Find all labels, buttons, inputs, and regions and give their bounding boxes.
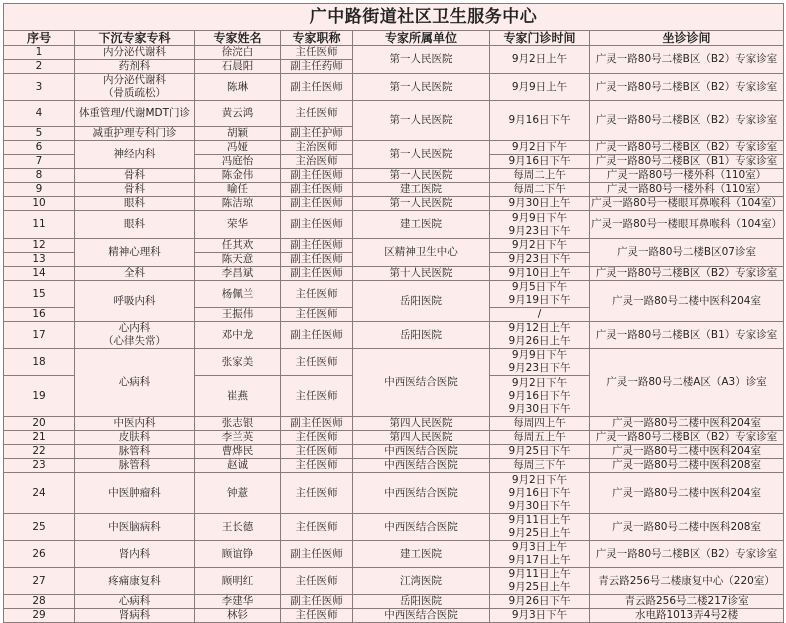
cell-clinic-time (490, 155, 590, 169)
cell-unit: 第一人民医院 (353, 74, 490, 101)
cell-unit: 岳阳医院 (353, 595, 490, 609)
cell-unit: 建工医院 (353, 183, 490, 197)
cell-dept: 眼科 (75, 211, 195, 239)
cell-room: 广灵一路80号一楼眼耳鼻喉科（104室） (590, 211, 784, 239)
time-slot: 9月30日下午 (508, 499, 571, 512)
time-slot: 9月23日下午 (508, 224, 571, 237)
cell-unit: 中西医结合医院 (353, 459, 490, 473)
table-row (4, 568, 784, 595)
time-slot: 9月9日下午 (511, 349, 568, 361)
cell-clinic-time (490, 169, 590, 183)
cell-room: 广灵一路80号一楼眼耳鼻喉科（104室） (591, 197, 782, 209)
cell-no: 12 (4, 239, 75, 253)
cell-no: 10 (4, 197, 75, 211)
cell-room: 广灵一路80号二楼B区（B1）专家诊室 (590, 155, 784, 169)
cell-room: 青云路256号二楼康复中心（220室） (590, 568, 784, 595)
cell-clinic-time (490, 308, 590, 322)
cell-no: 15 (4, 281, 75, 308)
time-slot: 9月11日上午 (508, 568, 571, 580)
cell-unit: 第四人民医院 (353, 417, 490, 431)
cell-unit: 中西医结合医院 (353, 445, 490, 459)
table-row (4, 183, 784, 197)
cell-clinic-time (490, 459, 590, 473)
cell-clinic-time (490, 376, 590, 417)
cell-expert-title: 主任医师 (281, 281, 353, 308)
cell-room: 广灵一路80号二楼中医科204室 (590, 445, 784, 459)
schedule-sheet (3, 3, 783, 623)
expert-schedule-table (3, 3, 784, 623)
cell-clinic-time (490, 568, 590, 595)
cell-expert-title: 副主任医师 (281, 183, 353, 197)
cell-dept: 呼吸内科 (75, 281, 195, 322)
cell-room: 广灵一路80号二楼B区（B2）专家诊室 (590, 46, 784, 74)
cell-expert-name: 曹烨民 (195, 445, 281, 459)
cell-expert-name: 胡颖 (195, 127, 281, 141)
cell-unit: 第一人民医院 (353, 197, 490, 211)
cell-expert-name: 李昌斌 (195, 267, 281, 281)
col-header-dept: 下沉专家专科 (75, 31, 195, 46)
cell-clinic-time (490, 417, 590, 431)
cell-clinic-time (490, 281, 590, 308)
time-slot: 每周五上午 (513, 431, 566, 443)
cell-expert-name: 顾谊铮 (195, 541, 281, 568)
cell-unit: 建工医院 (353, 541, 490, 568)
cell-clinic-time (490, 197, 590, 211)
cell-expert-title: 副主任医师 (281, 169, 353, 183)
time-slot: 9月16日下午 (508, 114, 571, 126)
col-header-unit: 专家所属单位 (353, 31, 490, 46)
cell-unit: 第一人民医院 (353, 141, 490, 169)
cell-clinic-time (490, 267, 590, 281)
cell-clinic-time (490, 431, 590, 445)
cell-dept: 皮肤科 (75, 431, 195, 445)
time-slot: 9月5日下午 (511, 281, 568, 293)
cell-expert-title: 主任医师 (281, 101, 353, 127)
cell-room: 广灵一路80号二楼B区（B2）专家诊室 (590, 74, 784, 101)
cell-no: 20 (4, 417, 75, 431)
cell-unit: 建工医院 (353, 211, 490, 239)
cell-dept: 精神心理科 (75, 239, 195, 267)
cell-dept: 眼科 (75, 197, 195, 211)
cell-expert-title: 主任医师 (281, 308, 353, 322)
cell-expert-title: 主任医师 (281, 445, 353, 459)
cell-dept: 肾内科 (75, 541, 195, 568)
table-row (4, 609, 784, 623)
table-row (4, 459, 784, 473)
cell-room: 水电路1013弄4号2楼 (590, 609, 784, 623)
time-slot: 9月19日下午 (508, 294, 571, 306)
table-row (4, 101, 784, 127)
cell-expert-name: 林钐 (195, 609, 281, 623)
cell-expert-title: 主任医师 (281, 459, 353, 473)
time-slot: 9月2日上午 (511, 53, 568, 65)
table-row (4, 322, 784, 349)
time-slot: 9月2日下午 (511, 141, 568, 153)
cell-room: 广灵一路80号二楼中医科204室 (590, 473, 784, 514)
cell-room: 广灵一路80号二楼B区（B2）专家诊室 (590, 267, 784, 281)
cell-room: 广灵一路80号一楼外科（110室） (590, 169, 784, 183)
time-slot: 9月3日下午 (511, 609, 568, 621)
time-slot: 9月25日上午 (508, 581, 571, 593)
cell-room: 广灵一路80号二楼中医科204室 (590, 417, 784, 431)
cell-expert-name: 陈洁琼 (195, 197, 281, 211)
cell-unit: 第一人民医院 (353, 169, 490, 183)
cell-clinic-time (490, 445, 590, 459)
cell-expert-name: 邓中龙 (195, 322, 281, 349)
cell-room: 广灵一路80号二楼B区（B1）专家诊室 (590, 322, 784, 349)
cell-no: 24 (4, 473, 75, 514)
cell-expert-title: 主任医师 (281, 514, 353, 541)
cell-unit: 中西医结合医院 (353, 349, 490, 417)
cell-expert-name: 赵诚 (195, 459, 281, 473)
table-header-row (4, 31, 784, 46)
time-slot: 每周二下午 (513, 183, 566, 195)
col-header-title: 专家职称 (281, 31, 353, 46)
cell-expert-name: 王长德 (195, 514, 281, 541)
cell-no: 11 (4, 211, 75, 239)
cell-dept: 中医肿瘤科 (75, 473, 195, 514)
cell-clinic-time (490, 514, 590, 541)
cell-clinic-time (490, 183, 590, 197)
cell-expert-name: 崔燕 (195, 376, 281, 417)
cell-unit: 中西医结合医院 (353, 473, 490, 514)
time-slot: 9月12日上午 (508, 322, 571, 334)
cell-dept: 中医脑病科 (75, 514, 195, 541)
table-row (4, 281, 784, 308)
cell-clinic-time (490, 349, 590, 376)
cell-no: 6 (4, 141, 75, 155)
time-slot: 每周三下午 (513, 459, 566, 471)
table-row (4, 514, 784, 541)
cell-dept: 减重护理专科门诊 (75, 127, 195, 141)
time-slot: 9月30日上午 (508, 197, 571, 209)
cell-expert-title: 主治医师 (281, 141, 353, 155)
cell-clinic-time (490, 595, 590, 609)
cell-expert-name: 钟薏 (195, 473, 281, 514)
cell-no: 25 (4, 514, 75, 541)
cell-dept: 脉管科 (75, 445, 195, 459)
cell-no: 18 (4, 349, 75, 376)
col-header-room: 坐诊诊间 (590, 31, 784, 46)
cell-unit: 中西医结合医院 (353, 609, 490, 623)
table-row (4, 239, 784, 253)
cell-room: 广灵一路80号二楼中医科208室 (590, 459, 784, 473)
table-row (4, 46, 784, 60)
time-slot: 9月25日下午 (508, 445, 571, 457)
cell-clinic-time (490, 239, 590, 253)
time-slot: 9月11日上午 (508, 514, 571, 526)
time-slot: 每周四上午 (513, 417, 566, 429)
cell-expert-title: 副主任护师 (281, 127, 353, 141)
table-row (4, 267, 784, 281)
table-row (4, 169, 784, 183)
time-slot: 9月2日下午 (511, 239, 568, 251)
table-row (4, 74, 784, 101)
cell-clinic-time (490, 609, 590, 623)
cell-expert-title: 副主任医师 (281, 417, 353, 431)
cell-expert-name: 李建华 (195, 595, 281, 609)
cell-expert-title: 副主任药师 (281, 60, 353, 74)
cell-room: 广灵一路80号二楼B区（B2）专家诊室 (590, 101, 784, 141)
table-row (4, 473, 784, 514)
table-row (4, 431, 784, 445)
time-slot: 9月9日下午 (511, 211, 568, 224)
cell-expert-name: 杨佩兰 (195, 281, 281, 308)
time-slot: 9月26日上午 (508, 335, 571, 347)
cell-room: 广灵一路80号一楼外科（110室） (590, 183, 784, 197)
table-row (4, 595, 784, 609)
cell-room: 广灵一路80号二楼B区（B2）专家诊室 (590, 431, 784, 445)
cell-expert-title: 主任医师 (281, 568, 353, 595)
cell-room: 广灵一路80号二楼A区（A3）诊室 (590, 349, 784, 417)
cell-clinic-time (490, 46, 590, 74)
cell-expert-title: 副主任医师 (281, 595, 353, 609)
time-slot: 9月23日下午 (508, 253, 571, 265)
cell-expert-name: 喻任 (195, 183, 281, 197)
time-slot: 每周二上午 (513, 169, 566, 181)
cell-no: 8 (4, 169, 75, 183)
cell-no: 5 (4, 127, 75, 141)
table-row (4, 211, 784, 239)
cell-dept: 心病科 (75, 595, 195, 609)
cell-dept: 内分泌代谢科 （骨质疏松） (75, 74, 195, 101)
cell-no: 16 (4, 308, 75, 322)
cell-expert-name: 顾明红 (195, 568, 281, 595)
cell-expert-name: 张家美 (195, 349, 281, 376)
cell-room: 青云路256号二楼217诊室 (590, 595, 784, 609)
table-row (4, 445, 784, 459)
cell-room: 广灵一路80号二楼B区07诊室 (590, 239, 784, 267)
cell-expert-title: 副主任医师 (281, 541, 353, 568)
cell-expert-name: 陈琳 (195, 74, 281, 101)
cell-expert-title: 副主任医师 (281, 211, 353, 239)
cell-no: 1 (4, 46, 75, 60)
cell-room: 广灵一路80号二楼B区（B2）专家诊室 (590, 141, 784, 155)
cell-no: 23 (4, 459, 75, 473)
cell-dept: 骨科 (75, 183, 195, 197)
cell-room: 广灵一路80号二楼中医科208室 (590, 514, 784, 541)
cell-dept: 神经内科 (75, 141, 195, 169)
cell-unit: 第十人民医院 (353, 267, 490, 281)
cell-room: 广灵一路80号二楼B区（B2）专家诊室 (590, 541, 784, 568)
cell-dept: 内分泌代谢科 (75, 46, 195, 60)
cell-dept: 疼痛康复科 (75, 568, 195, 595)
cell-expert-title: 主任医师 (281, 473, 353, 514)
cell-no: 13 (4, 253, 75, 267)
time-slot: 9月10日上午 (508, 267, 571, 279)
table-row (4, 417, 784, 431)
cell-room: 广灵一路80号二楼中医科204室 (590, 281, 784, 322)
cell-no: 29 (4, 609, 75, 623)
cell-dept: 心内科 （心律失常） (75, 322, 195, 349)
table-row (4, 541, 784, 568)
cell-expert-name: 徐浣白 (195, 46, 281, 60)
cell-expert-name: 王振伟 (195, 308, 281, 322)
cell-unit: 岳阳医院 (353, 322, 490, 349)
cell-clinic-time (490, 74, 590, 101)
col-header-no: 序号 (4, 31, 75, 46)
time-slot: 9月2日下午 (511, 473, 568, 486)
cell-clinic-time (490, 101, 590, 141)
col-header-name: 专家姓名 (195, 31, 281, 46)
page-title: 广中路街道社区卫生服务中心 (4, 4, 784, 31)
cell-no: 17 (4, 322, 75, 349)
cell-clinic-time (490, 473, 590, 514)
cell-no: 14 (4, 267, 75, 281)
cell-expert-name: 李兰英 (195, 431, 281, 445)
table-row (4, 349, 784, 376)
cell-dept: 体重管理/代谢MDT门诊 (75, 101, 195, 127)
time-slot: 9月23日下午 (508, 362, 571, 374)
cell-clinic-time (490, 541, 590, 568)
cell-no: 2 (4, 60, 75, 74)
cell-unit: 岳阳医院 (353, 281, 490, 322)
cell-expert-name: 任其欢 (195, 239, 281, 253)
cell-expert-title: 主任医师 (281, 376, 353, 417)
cell-clinic-time (490, 211, 590, 239)
cell-expert-title: 副主任医师 (281, 239, 353, 253)
cell-dept: 中医内科 (75, 417, 195, 431)
cell-dept: 全科 (75, 267, 195, 281)
cell-expert-name: 冯庭怡 (195, 155, 281, 169)
cell-no: 22 (4, 445, 75, 459)
cell-clinic-time (490, 253, 590, 267)
cell-dept: 药剂科 (75, 60, 195, 74)
table-row (4, 197, 784, 211)
time-slot: / (537, 308, 542, 320)
cell-no: 3 (4, 74, 75, 101)
cell-no: 7 (4, 155, 75, 169)
cell-expert-title: 主治医师 (281, 155, 353, 169)
cell-expert-name: 陈天意 (195, 253, 281, 267)
cell-unit: 江湾医院 (353, 568, 490, 595)
time-slot: 9月9日上午 (511, 80, 568, 93)
cell-no: 26 (4, 541, 75, 568)
time-slot: 9月16日下午 (508, 155, 571, 167)
cell-expert-title: 主任医师 (281, 46, 353, 60)
table-row (4, 141, 784, 155)
time-slot: 9月25日上午 (508, 527, 571, 539)
cell-dept: 骨科 (75, 169, 195, 183)
time-slot: 9月3日上午 (511, 541, 568, 553)
cell-expert-name: 张志银 (195, 417, 281, 431)
time-slot: 9月26日下午 (508, 595, 571, 607)
cell-dept: 心病科 (75, 349, 195, 417)
cell-expert-name: 陈金伟 (195, 169, 281, 183)
cell-dept: 脉管科 (75, 459, 195, 473)
col-header-time: 专家门诊时间 (490, 31, 590, 46)
cell-expert-name: 黄云鸿 (195, 101, 281, 127)
cell-no: 4 (4, 101, 75, 127)
cell-expert-title: 主任医师 (281, 349, 353, 376)
cell-no: 28 (4, 595, 75, 609)
cell-expert-title: 副主任医师 (281, 267, 353, 281)
cell-clinic-time (490, 322, 590, 349)
cell-unit: 第四人民医院 (353, 431, 490, 445)
time-slot: 9月16日下午 (508, 389, 571, 402)
cell-unit: 第一人民医院 (353, 101, 490, 141)
time-slot: 9月16日下午 (508, 486, 571, 499)
cell-no: 19 (4, 376, 75, 417)
cell-no: 21 (4, 431, 75, 445)
time-slot: 9月17日上午 (508, 554, 571, 566)
cell-expert-title: 副主任医师 (281, 322, 353, 349)
cell-expert-title: 副主任医师 (281, 197, 353, 211)
cell-unit: 区精神卫生中心 (353, 239, 490, 267)
table-body (4, 46, 784, 623)
time-slot: 9月30日下午 (508, 402, 571, 415)
cell-expert-name: 石晨阳 (195, 60, 281, 74)
cell-no: 9 (4, 183, 75, 197)
cell-unit: 第一人民医院 (353, 46, 490, 74)
cell-expert-name: 冯娅 (195, 141, 281, 155)
time-slot: 9月2日下午 (511, 376, 568, 389)
cell-clinic-time (490, 141, 590, 155)
cell-expert-title: 副主任医师 (281, 74, 353, 101)
cell-dept: 肾病科 (75, 609, 195, 623)
cell-expert-title: 副主任医师 (281, 253, 353, 267)
cell-expert-name: 荣华 (195, 211, 281, 239)
cell-expert-title: 主任医师 (281, 431, 353, 445)
cell-expert-title: 主任医师 (281, 609, 353, 623)
cell-no: 27 (4, 568, 75, 595)
cell-unit: 中西医结合医院 (353, 514, 490, 541)
